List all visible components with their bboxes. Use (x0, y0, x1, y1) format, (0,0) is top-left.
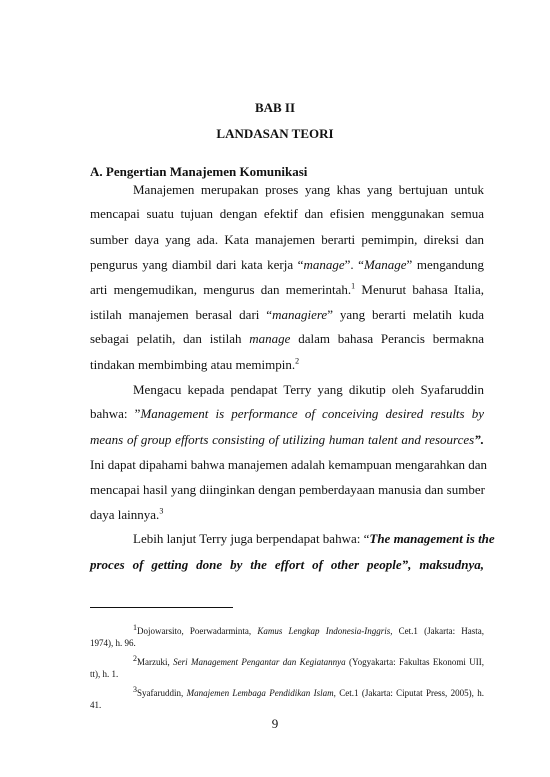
paragraph-line: pengurus yang diambil dari kata kerja “manage”. “Manage” mengandung (90, 257, 484, 272)
paragraph-line: proces of getting done by the effort of other people”, maksudnya, (90, 557, 484, 572)
paragraph-line: istilah manajemen berasal dari “managiere” yang berarti melatih kuda (90, 307, 484, 322)
footnote-1-cont: 1974), h. 96. (90, 638, 136, 648)
paragraph-line: arti mengemudikan, mengurus dan memerintah.$^1$ Menurut bahasa Italia, (90, 281, 484, 297)
paragraph-line: bahwa: ”Management is performance of conceiving desired results by (90, 406, 484, 421)
footnote-ref: 1 (351, 281, 356, 291)
section-heading: A. Pengertian Manajemen Komunikasi (90, 164, 308, 179)
paragraph-line: Ini dapat dipahami bahwa manajemen adalah kemampuan mengarahkan dan (90, 457, 488, 472)
paragraph-line: Manajemen merupakan proses yang khas yang bertujuan untuk (133, 182, 484, 197)
chapter-title: LANDASAN TEORI (216, 126, 334, 141)
paragraph-line: sumber daya yang ada. Kata manajemen berarti pemimpin, direksi dan (90, 232, 484, 247)
paragraph-line: daya lainnya.$^3$ (90, 506, 164, 522)
footnote-1: $^1$Dojowarsito, Poerwadarminta, Kamus Lengkap Indonesia-Inggris, Cet.1 (Jakarta: Hasta, (133, 623, 484, 636)
paragraph-line: mencapai hasil yang diinginkan dengan pemberdayaan manusia dan sumber (90, 482, 485, 497)
footnote-ref: 2 (295, 356, 300, 366)
paragraph-line: mencapai suatu tujuan dengan efektif dan efisien menggunakan semua (90, 206, 484, 221)
paragraph-line: Mengacu kepada pendapat Terry yang dikutip oleh Syafaruddin (133, 382, 484, 397)
paragraph-line: means of group efforts consisting of utilizing human talent and resources”. (90, 432, 484, 447)
footnote-3-cont: 41. (90, 700, 102, 710)
paragraph-line: tindakan membimbing atau memimpin.$^2$ (90, 356, 300, 372)
footnote-2-cont: tt), h. 1. (90, 669, 119, 679)
footnote-ref: 3 (159, 506, 164, 516)
chapter-number: BAB II (254, 100, 296, 115)
footnote-3: $^3$Syafaruddin, Manajemen Lembaga Pendidikan Islam, Cet.1 (Jakarta: Ciputat Press, 2005), h. (133, 685, 484, 698)
page-number: 9 (271, 716, 279, 731)
paragraph-line: sebagai pelatih, dan istilah manage dalam bahasa Perancis bermakna (90, 331, 484, 346)
footnote-2: $^2$Marzuki, Seri Management Pengantar dan Kegiatannya (Yogyakarta: Fakultas Ekonomi UII, (133, 654, 484, 667)
footnote-separator (90, 607, 233, 608)
paragraph-line: Lebih lanjut Terry juga berpendapat bahwa: “The management is the (133, 531, 495, 546)
